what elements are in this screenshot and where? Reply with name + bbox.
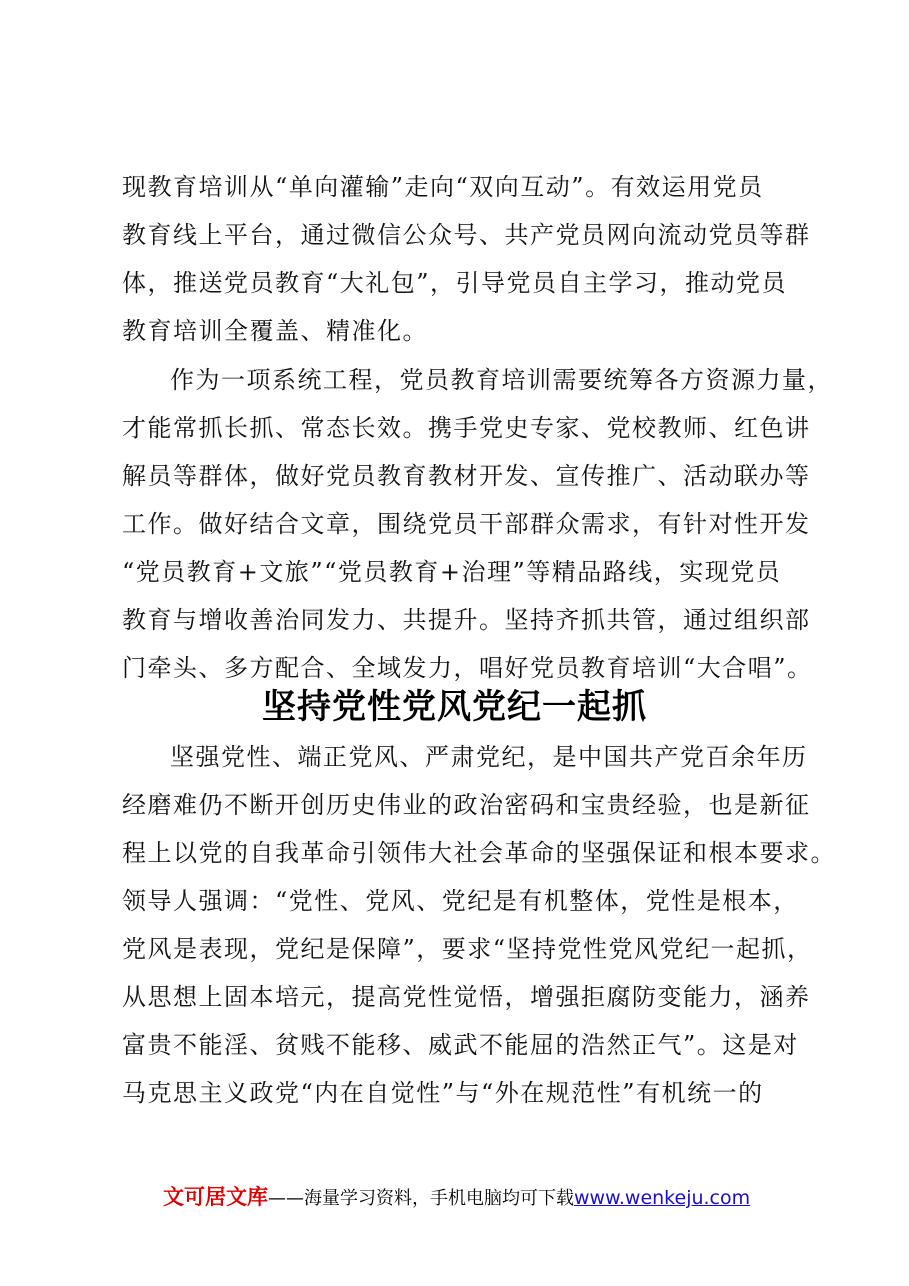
paragraph-line: 才能常抓长抓、常态长效。携手党史专家、党校教师、红色讲 [122, 414, 811, 442]
paragraph-line: 富贵不能淫、贫贱不能移、威武不能屈的浩然正气”。这是对 [122, 1031, 799, 1059]
paragraph-line: 党风是表现，党纪是保障”，要求“坚持党性党风党纪一起抓， [122, 935, 813, 963]
paragraph-line: “党员教育+文旅”“党员教育+治理”等精品路线，实现党员 [122, 558, 782, 586]
paragraph-line: 工作。做好结合文章，围绕党员干部群众需求，有针对性开发 [122, 510, 811, 538]
paragraph-line: 现教育培训从“单向灌输”走向“双向互动”。有效运用党员 [122, 173, 764, 201]
paragraph-line: 坚强党性、端正党风、严肃党纪，是中国共产党百余年历 [170, 743, 808, 771]
footer-website-link[interactable]: www.wenkeju.com [574, 1187, 751, 1209]
paragraph-line: 教育线上平台，通过微信公众号、共产党员网向流动党员等群 [122, 221, 811, 249]
paragraph-line: 领导人强调：“党性、党风、党纪是有机整体，党性是根本， [122, 887, 799, 915]
section-heading: 坚持党性党风党纪一起抓 [262, 687, 647, 727]
paragraph-line: 解员等群体，做好党员教育教材开发、宣传推广、活动联办等 [122, 462, 811, 490]
paragraph-line: 马克思主义政党“内在自觉性”与“外在规范性”有机统一的 [122, 1079, 764, 1107]
paragraph-line: 作为一项系统工程，党员教育培训需要统筹各方资源力量， [170, 366, 833, 394]
paragraph-line: 门牵头、多方配合、全域发力，唱好党员教育培训“大合唱”。 [122, 654, 813, 682]
paragraph-line: 从思想上固本培元，提高党性觉悟，增强拒腐防变能力，涵养 [122, 983, 811, 1011]
footer-dash: —— [268, 1188, 304, 1209]
paragraph-line: 教育与增收善治同发力、共提升。坚持齐抓共管，通过组织部 [122, 606, 811, 634]
paragraph-line: 教育培训全覆盖、精准化。 [122, 317, 428, 345]
paragraph-line: 程上以党的自我革命引领伟大社会革命的坚强保证和根本要求。 [122, 839, 836, 867]
footer-brand: 文可居文库 [163, 1185, 268, 1209]
paragraph-line: 经磨难仍不断开创历史伟业的政治密码和宝贵经验，也是新征 [122, 791, 811, 819]
paragraph-line: 体，推送党员教育“大礼包”，引导党员自主学习，推动党员 [122, 269, 788, 297]
footer-tagline: 海量学习资料，手机电脑均可下载 [304, 1188, 574, 1209]
footer-banner [163, 1184, 750, 1210]
